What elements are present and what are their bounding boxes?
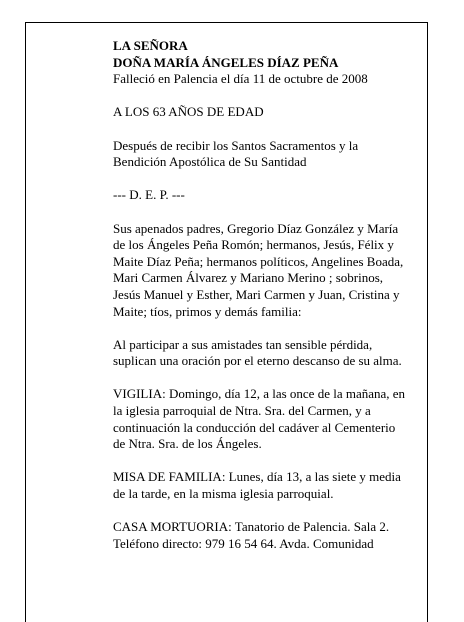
- spacer: [113, 453, 423, 470]
- deceased-name: DOÑA MARÍA ÁNGELES DÍAZ PEÑA: [113, 54, 339, 70]
- rip-line: --- D. E. P. ---: [113, 187, 185, 203]
- paragraph-line: la iglesia parroquial de Ntra. Sra. del Carmen, y a: [113, 403, 371, 419]
- spacer: [113, 121, 423, 138]
- request-paragraph: [113, 337, 423, 370]
- spacer: [113, 320, 423, 337]
- paragraph-line: Teléfono directo: 979 16 54 64. Avda. Comunidad: [113, 535, 374, 551]
- paragraph-line: Maite; tíos, primos y demás familia:: [113, 303, 302, 319]
- paragraph-line: Maite Díaz Peña; hermanos políticos, Angelines Boada,: [113, 253, 404, 269]
- paragraph-line: de los Ángeles Peña Romón; hermanos, Jesús, Félix y: [113, 237, 394, 253]
- obituary-notice: [113, 38, 423, 552]
- paragraph-line: Bendición Apostólica de Su Santidad: [113, 154, 307, 170]
- notice-header: [113, 38, 423, 88]
- spacer: [113, 171, 423, 188]
- vigil-paragraph: [113, 386, 423, 452]
- paragraph-line: de la tarde, en la misma iglesia parroquial.: [113, 486, 334, 502]
- paragraph-line: Después de recibir los Santos Sacramentos y la: [113, 137, 359, 153]
- age-line: A LOS 63 AÑOS DE EDAD: [113, 104, 264, 120]
- family-paragraph: [113, 221, 423, 321]
- spacer: [113, 503, 423, 520]
- death-date-line: Falleció en Palencia el día 11 de octubre de 2008: [113, 71, 368, 87]
- paragraph-line: suplican una oración por el eterno descanso de su alma.: [113, 353, 402, 369]
- paragraph-line: CASA MORTUORIA: Tanatorio de Palencia. Sala 2.: [113, 519, 390, 535]
- paragraph-line: Jesús Manuel y Esther, Mari Carmen y Juan, Cristina y: [113, 286, 400, 302]
- spacer: [113, 370, 423, 387]
- paragraph-line: de Ntra. Sra. de los Ángeles.: [113, 436, 262, 452]
- paragraph-line: VIGILIA: Domingo, día 12, a las once de la mañana, en: [113, 386, 406, 402]
- paragraph-line: Mari Carmen Álvarez y Mariano Merino ; sobrinos,: [113, 270, 384, 286]
- sacraments-paragraph: [113, 138, 423, 171]
- spacer: [113, 204, 423, 221]
- paragraph-line: Al participar a sus amistades tan sensible pérdida,: [113, 336, 373, 352]
- wake-paragraph: [113, 519, 423, 552]
- paragraph-line: Sus apenados padres, Gregorio Díaz González y María: [113, 220, 399, 236]
- paragraph-line: MISA DE FAMILIA: Lunes, día 13, a las siete y media: [113, 469, 401, 485]
- spacer: [113, 88, 423, 105]
- mass-paragraph: [113, 469, 423, 502]
- title-line-1: LA SEÑORA: [113, 38, 188, 53]
- paragraph-line: continuación la conducción del cadáver al Cementerio: [113, 419, 396, 435]
